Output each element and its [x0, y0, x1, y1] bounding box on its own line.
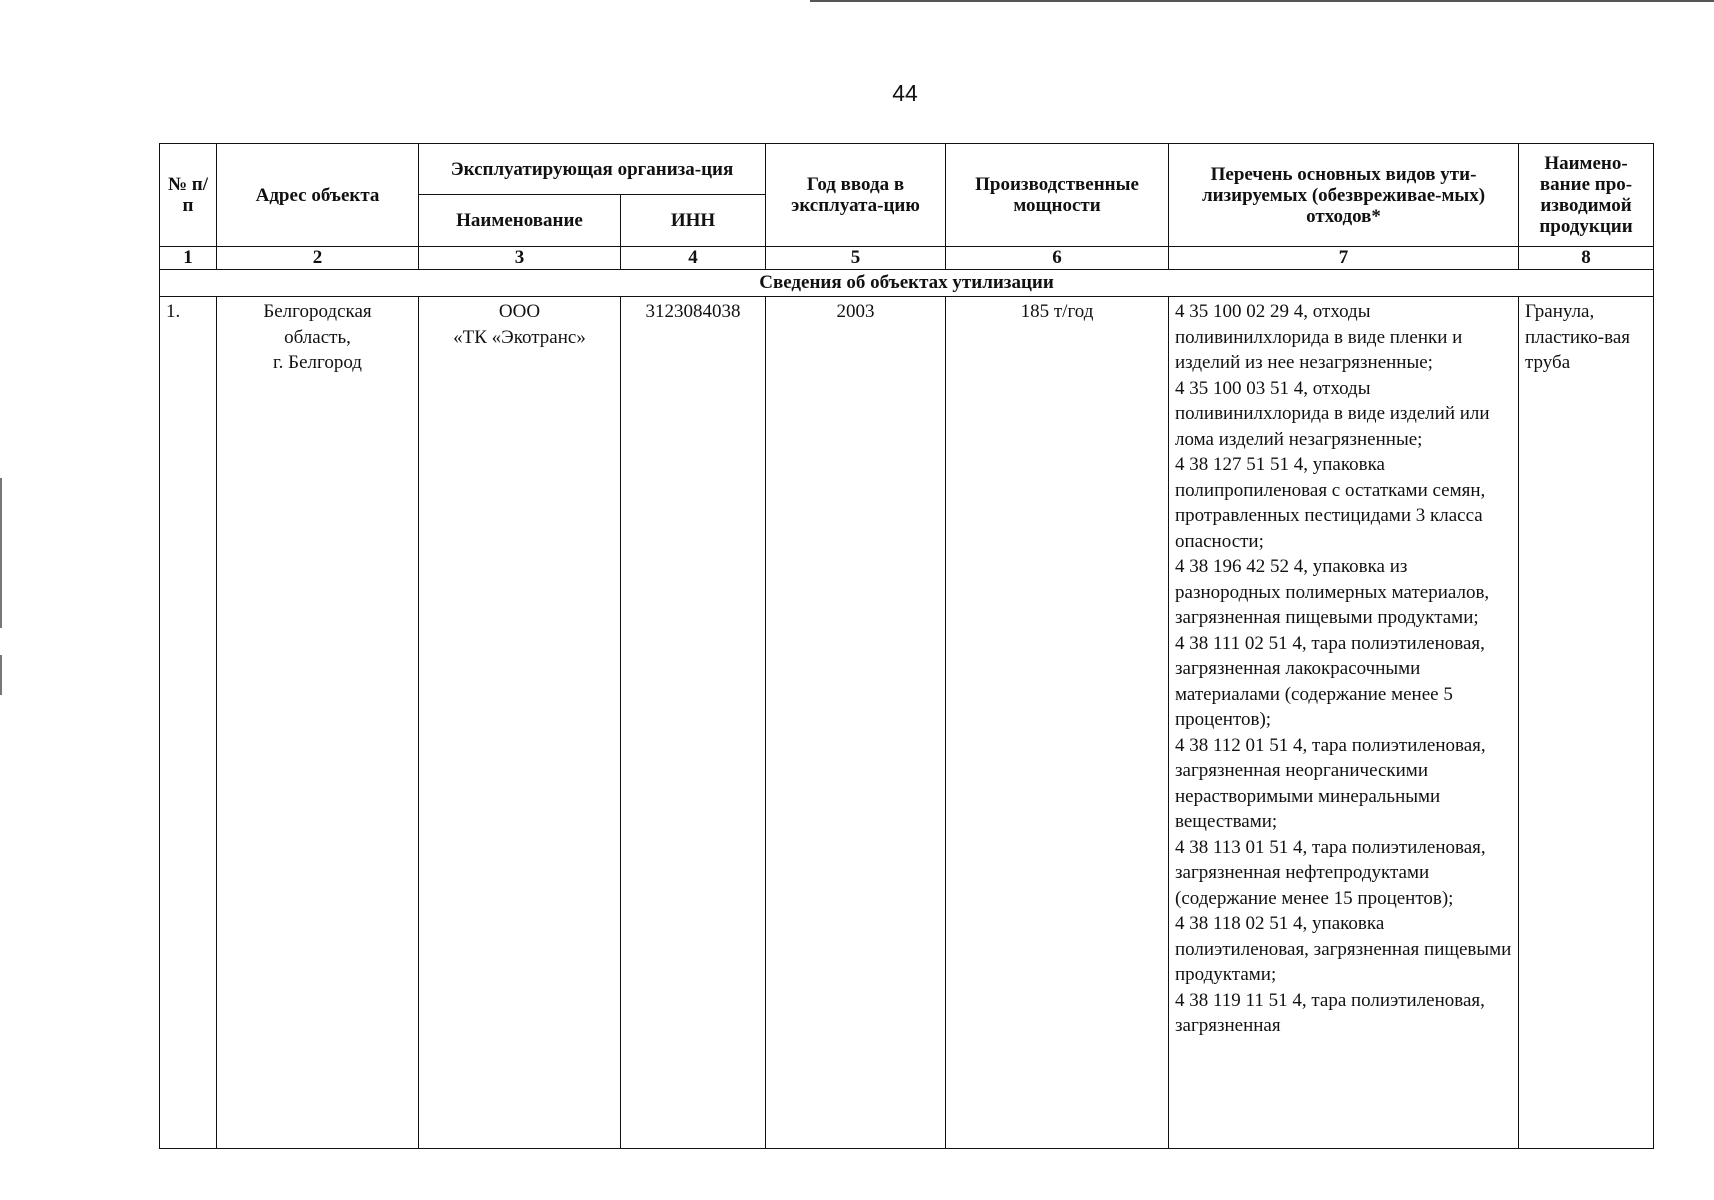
page-number: 44 — [892, 80, 918, 106]
row-number: 1. — [160, 297, 217, 1149]
row-year: 2003 — [766, 297, 946, 1149]
row-inn: 3123084038 — [621, 297, 766, 1149]
header-year: Год ввода в эксплуата-цию — [766, 144, 946, 247]
header-capacity: Производственные мощности — [946, 144, 1169, 247]
waste-entry: 4 35 100 02 29 4, отходы поливинилхлорида в виде пленки и изделий из нее незагрязненные; — [1175, 301, 1463, 373]
waste-entry: 4 38 113 01 51 4, тара полиэтиленовая, загрязненная нефтепродуктами (содержание менее 15 процентов); — [1175, 836, 1486, 909]
column-number: 1 — [160, 247, 217, 270]
scan-edge-mark — [0, 655, 2, 695]
header-number: № п/п — [160, 144, 217, 247]
header-address: Адрес объекта — [217, 144, 419, 247]
waste-entry: 4 38 112 01 51 4, тара полиэтиленовая, загрязненная неорганическими нерастворимыми минеральными веществами; — [1175, 734, 1486, 832]
section-row — [160, 270, 1654, 297]
address-line: область, — [284, 326, 351, 348]
header-product: Наимено-вание про-изводимой продукции — [1519, 144, 1654, 247]
header-operator: Эксплуатирующая организа-ция — [419, 144, 766, 195]
column-number: 7 — [1169, 247, 1519, 270]
table-row — [160, 297, 1654, 1149]
address-line: г. Белгород — [273, 352, 362, 373]
operator-name-line: ООО — [498, 301, 541, 322]
waste-entry: 4 38 119 11 51 4, тара полиэтиленовая, загрязненная — [1175, 989, 1485, 1036]
address-line: Белгородская — [263, 301, 372, 322]
waste-entry: 4 35 100 03 51 4, отходы поливинилхлорида в виде изделий или лома изделий незагрязненные; — [1175, 377, 1490, 450]
scan-edge-mark — [0, 478, 2, 628]
waste-entry: 4 38 111 02 51 4, тара полиэтиленовая, загрязненная лакокрасочными материалами (содержание менее 5 процентов); — [1175, 632, 1485, 730]
row-capacity: 185 т/год — [946, 297, 1169, 1149]
header-operator-name: Наименование — [419, 195, 621, 247]
header-waste-types: Перечень основных видов ути-лизируемых (обезвреживае-мых) отходов* — [1169, 144, 1519, 247]
section-title: Сведения об объектах утилизации — [160, 270, 1654, 297]
row-address — [217, 297, 419, 1149]
column-number-row — [160, 247, 1654, 270]
column-number: 5 — [766, 247, 946, 270]
row-product: Гранула, пластико-вая труба — [1519, 297, 1654, 1149]
column-number: 4 — [621, 247, 766, 270]
header-operator-inn: ИНН — [621, 195, 766, 247]
column-number: 2 — [217, 247, 419, 270]
operator-name-line: «ТК «Экотранс» — [453, 326, 586, 348]
waste-entry: 4 38 127 51 51 4, упаковка полипропиленовая с остатками семян, протравленных пестицидами 3 класса опасности; — [1175, 454, 1486, 552]
row-waste-types — [1169, 297, 1519, 1149]
waste-facilities-table — [159, 143, 1654, 1149]
column-number: 8 — [1519, 247, 1654, 270]
scan-top-line — [810, 0, 1714, 2]
waste-entry: 4 38 196 42 52 4, упаковка из разнородных полимерных материалов, загрязненная пищевыми продуктами; — [1175, 556, 1490, 628]
column-number: 3 — [419, 247, 621, 270]
header-row — [160, 144, 1654, 195]
waste-entry: 4 38 118 02 51 4, упаковка полиэтиленовая, загрязненная пищевыми продуктами; — [1175, 913, 1512, 985]
row-operator-name — [419, 297, 621, 1149]
column-number: 6 — [946, 247, 1169, 270]
